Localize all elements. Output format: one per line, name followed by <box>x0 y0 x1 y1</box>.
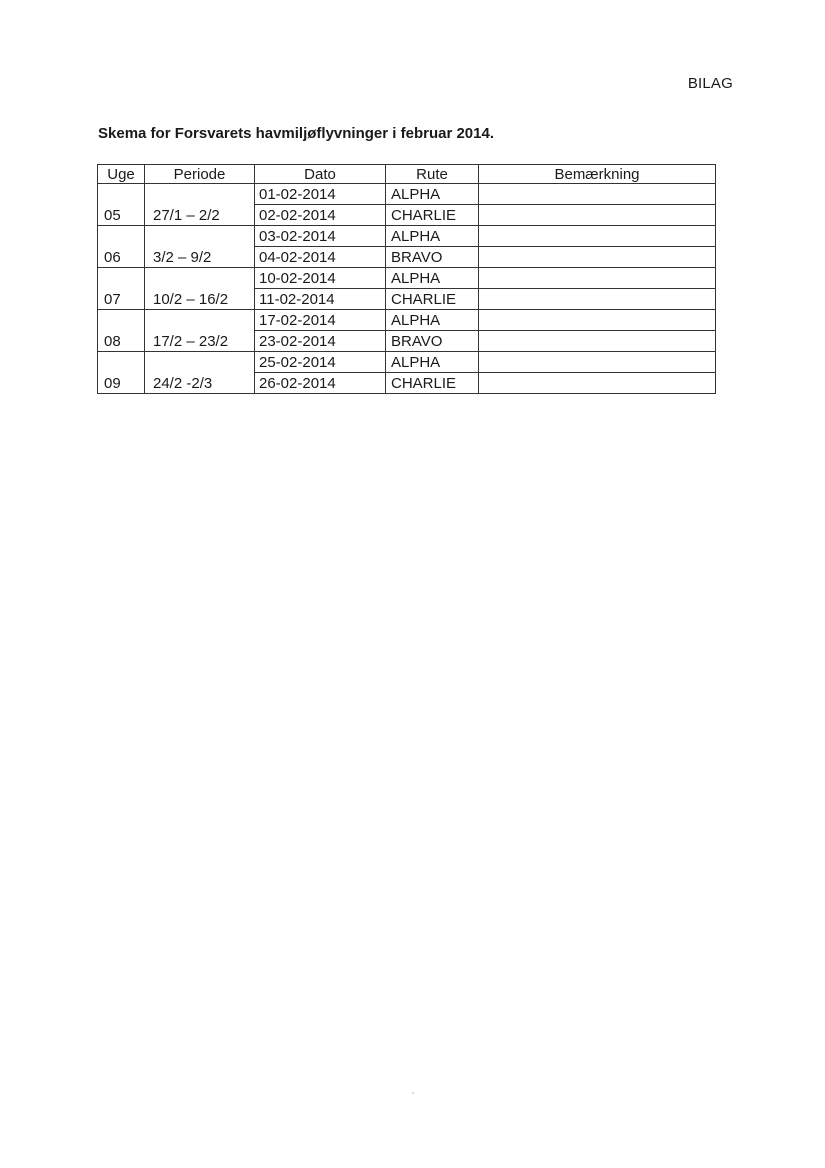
period-cell: 10/2 – 16/2 <box>145 268 255 310</box>
remark-cell <box>479 226 716 247</box>
period-cell: 17/2 – 23/2 <box>145 310 255 352</box>
column-header-uge: Uge <box>98 165 145 184</box>
date-cell: 17-02-2014 <box>255 310 386 331</box>
route-cell: ALPHA <box>386 226 479 247</box>
table-row <box>98 268 716 289</box>
week-number-cell: 05 <box>98 184 145 226</box>
route-cell: ALPHA <box>386 352 479 373</box>
date-cell: 04-02-2014 <box>255 247 386 268</box>
period-cell: 3/2 – 9/2 <box>145 226 255 268</box>
route-cell: CHARLIE <box>386 373 479 394</box>
table-row <box>98 226 716 247</box>
date-cell: 25-02-2014 <box>255 352 386 373</box>
flight-schedule-table <box>97 164 716 394</box>
table-row <box>98 184 716 205</box>
attachment-label: BILAG <box>687 75 733 92</box>
route-cell: ALPHA <box>386 184 479 205</box>
date-cell: 02-02-2014 <box>255 205 386 226</box>
remark-cell <box>479 247 716 268</box>
week-number-cell: 09 <box>98 352 145 394</box>
period-cell: 24/2 -2/3 <box>145 352 255 394</box>
route-cell: BRAVO <box>386 331 479 352</box>
page-title: Skema for Forsvarets havmiljøflyvninger i februar 2014. <box>98 125 494 142</box>
route-cell: ALPHA <box>386 310 479 331</box>
date-cell: 26-02-2014 <box>255 373 386 394</box>
date-cell: 03-02-2014 <box>255 226 386 247</box>
remark-cell <box>479 184 716 205</box>
route-cell: CHARLIE <box>386 205 479 226</box>
column-header-periode: Periode <box>145 165 255 184</box>
remark-cell <box>479 310 716 331</box>
remark-cell <box>479 331 716 352</box>
route-cell: ALPHA <box>386 268 479 289</box>
remark-cell <box>479 268 716 289</box>
column-header-rute: Rute <box>386 165 479 184</box>
remark-cell <box>479 289 716 310</box>
date-cell: 11-02-2014 <box>255 289 386 310</box>
period-cell: 27/1 – 2/2 <box>145 184 255 226</box>
table-header-row <box>98 165 716 184</box>
column-header-dato: Dato <box>255 165 386 184</box>
scan-speck <box>412 1092 414 1094</box>
remark-cell <box>479 205 716 226</box>
table-body <box>98 184 716 394</box>
table-row <box>98 310 716 331</box>
route-cell: CHARLIE <box>386 289 479 310</box>
route-cell: BRAVO <box>386 247 479 268</box>
date-cell: 23-02-2014 <box>255 331 386 352</box>
date-cell: 10-02-2014 <box>255 268 386 289</box>
column-header-bemaerkning: Bemærkning <box>479 165 716 184</box>
remark-cell <box>479 352 716 373</box>
remark-cell <box>479 373 716 394</box>
week-number-cell: 07 <box>98 268 145 310</box>
week-number-cell: 08 <box>98 310 145 352</box>
date-cell: 01-02-2014 <box>255 184 386 205</box>
week-number-cell: 06 <box>98 226 145 268</box>
table-row <box>98 352 716 373</box>
